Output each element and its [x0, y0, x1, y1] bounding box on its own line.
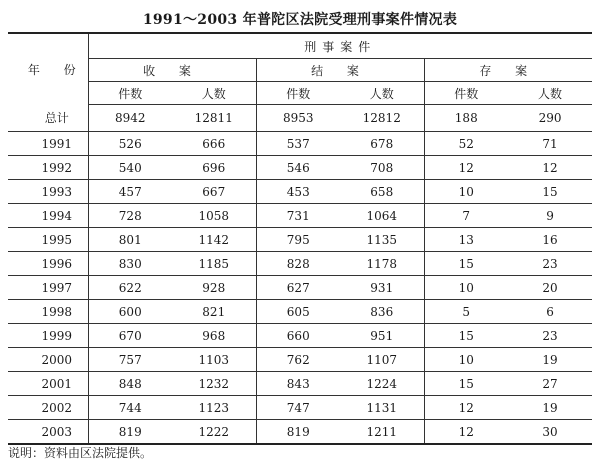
value-cell: 12: [508, 156, 592, 180]
value-cell: 19: [508, 396, 592, 420]
value-cell: 660: [256, 324, 340, 348]
value-cell: 968: [172, 324, 256, 348]
value-cell: 15: [508, 180, 592, 204]
value-cell: 9: [508, 204, 592, 228]
year-cell: 1991: [8, 132, 88, 156]
year-cell: 1992: [8, 156, 88, 180]
value-cell: 30: [542, 424, 558, 439]
value-cell: 757: [88, 348, 172, 372]
value-cell: 1107: [340, 348, 424, 372]
value-cell: 71: [508, 132, 592, 156]
table-row: [8, 132, 592, 156]
value-cell: 1064: [340, 204, 424, 228]
value-cell: 843: [256, 372, 340, 396]
value-cell: 15: [424, 372, 508, 396]
value-cell: 605: [256, 300, 340, 324]
value-cell: 600: [88, 300, 172, 324]
value-cell: 819: [118, 424, 142, 439]
year-cell: 1996: [8, 252, 88, 276]
value-cell: 290: [508, 105, 592, 132]
sub-header-persons: 人数: [172, 82, 256, 105]
table-row: [8, 252, 592, 276]
value-cell: 8953: [256, 105, 340, 132]
year-cell: 1998: [8, 300, 88, 324]
source-note: 说明：资料由区法院提供。: [8, 446, 153, 460]
value-cell: 931: [340, 276, 424, 300]
value-cell: 762: [256, 348, 340, 372]
sub-header-persons: 人数: [340, 82, 424, 105]
value-cell: 821: [172, 300, 256, 324]
value-cell: 10: [424, 348, 508, 372]
value-cell: 1211: [340, 420, 424, 445]
table-row: [8, 324, 592, 348]
value-cell: 667: [172, 180, 256, 204]
value-cell: 747: [256, 396, 340, 420]
value-cell: 1123: [172, 396, 256, 420]
year-header: 年 份: [8, 33, 88, 105]
value-cell: 731: [256, 204, 340, 228]
value-cell: 670: [88, 324, 172, 348]
table-row: [8, 396, 592, 420]
value-cell: 848: [88, 372, 172, 396]
value-cell: 457: [88, 180, 172, 204]
year-cell: 1993: [8, 180, 88, 204]
table-row: [8, 276, 592, 300]
value-cell: 627: [256, 276, 340, 300]
value-cell: 830: [88, 252, 172, 276]
year-cell: 1995: [8, 228, 88, 252]
value-cell: 622: [88, 276, 172, 300]
criminal-cases-table: [8, 32, 592, 445]
value-cell: 819: [286, 424, 310, 439]
value-cell: 546: [256, 156, 340, 180]
value-cell: 13: [424, 228, 508, 252]
value-cell: 728: [88, 204, 172, 228]
value-cell: 20: [508, 276, 592, 300]
table-row: [8, 348, 592, 372]
value-cell: 12: [424, 396, 508, 420]
value-cell: 12812: [340, 105, 424, 132]
value-cell: 27: [508, 372, 592, 396]
value-cell: 951: [340, 324, 424, 348]
value-cell: 537: [256, 132, 340, 156]
value-cell: 12: [458, 424, 474, 439]
value-cell: 15: [424, 252, 508, 276]
value-cell: 10: [424, 180, 508, 204]
value-cell: 658: [340, 180, 424, 204]
value-cell: 23: [508, 324, 592, 348]
value-cell: 6: [508, 300, 592, 324]
year-cell: 2003: [8, 420, 88, 445]
value-cell: 453: [256, 180, 340, 204]
value-cell: 1142: [172, 228, 256, 252]
value-cell: 526: [88, 132, 172, 156]
year-cell: 1994: [8, 204, 88, 228]
group-header-closed: 结 案: [256, 59, 424, 82]
table-row: [8, 204, 592, 228]
value-cell: 744: [88, 396, 172, 420]
value-cell: 828: [256, 252, 340, 276]
value-cell: 1178: [340, 252, 424, 276]
value-cell: 801: [88, 228, 172, 252]
value-cell: 5: [424, 300, 508, 324]
value-cell: 16: [508, 228, 592, 252]
value-cell: 188: [424, 105, 508, 132]
sub-header-persons: 人数: [508, 82, 592, 105]
value-cell: 795: [256, 228, 340, 252]
value-cell: 1058: [172, 204, 256, 228]
table-row: [8, 180, 592, 204]
value-cell: 696: [172, 156, 256, 180]
value-cell: 1103: [172, 348, 256, 372]
value-cell: 540: [88, 156, 172, 180]
value-cell: 12811: [172, 105, 256, 132]
table-row: [8, 372, 592, 396]
value-cell: 8942: [88, 105, 172, 132]
value-cell: 12: [424, 156, 508, 180]
value-cell: 1135: [340, 228, 424, 252]
header-row-groups: [8, 59, 592, 82]
criminal-cases-header: 刑事案件: [88, 33, 592, 59]
table-row: [8, 420, 592, 445]
group-header-pending: 存 案: [424, 59, 592, 82]
value-cell: 10: [424, 276, 508, 300]
table-title: 1991～2003 年普陀区法院受理刑事案件情况表: [142, 12, 458, 28]
header-row-top: [8, 33, 592, 59]
value-cell: 708: [340, 156, 424, 180]
value-cell: 928: [172, 276, 256, 300]
year-cell: 2001: [8, 372, 88, 396]
sub-header-count: 件数: [424, 82, 508, 105]
year-cell: 2002: [8, 396, 88, 420]
group-header-received: 收 案: [88, 59, 256, 82]
table-row: [8, 156, 592, 180]
value-cell: 1222: [172, 420, 256, 445]
value-cell: 678: [340, 132, 424, 156]
value-cell: 1185: [172, 252, 256, 276]
value-cell: 666: [172, 132, 256, 156]
value-cell: 7: [424, 204, 508, 228]
value-cell: 1232: [172, 372, 256, 396]
value-cell: 15: [424, 324, 508, 348]
value-cell: 19: [508, 348, 592, 372]
header-row-sub: [8, 82, 592, 105]
year-cell: 2000: [8, 348, 88, 372]
value-cell: 1224: [340, 372, 424, 396]
value-cell: 52: [424, 132, 508, 156]
year-cell: 总计: [8, 105, 88, 132]
table-row: [8, 300, 592, 324]
value-cell: 836: [340, 300, 424, 324]
value-cell: 1131: [340, 396, 424, 420]
value-cell: 23: [508, 252, 592, 276]
table-row: [8, 228, 592, 252]
sub-header-count: 件数: [88, 82, 172, 105]
table-row: [8, 105, 592, 132]
sub-header-count: 件数: [256, 82, 340, 105]
year-cell: 1999: [8, 324, 88, 348]
year-cell: 1997: [8, 276, 88, 300]
